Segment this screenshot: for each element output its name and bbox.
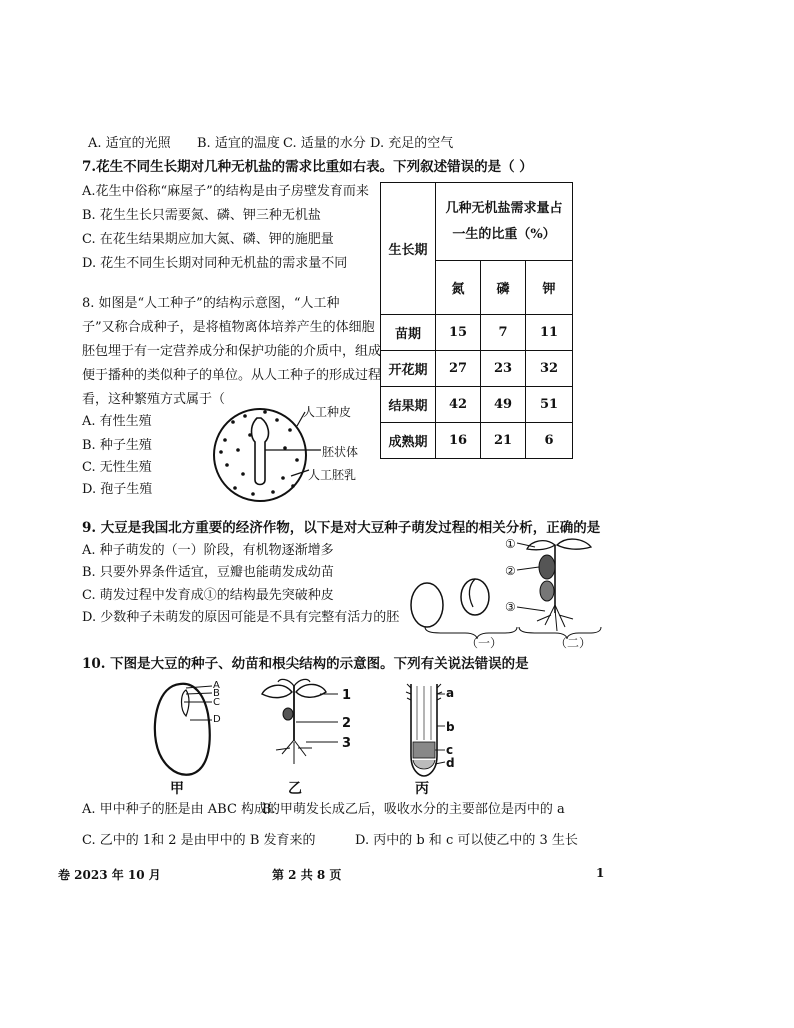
table-header-group <box>436 183 573 261</box>
q6-option-d: D. 充足的空气 <box>370 136 454 151</box>
q8-stem-line5: 看，这种繁殖方式属于（ <box>82 392 226 407</box>
q9-option-a: A. 种子萌发的（一）阶段，有机物逐渐增多 <box>82 543 334 558</box>
seedling-label-1: 1 <box>342 688 352 703</box>
q8-stem-line2: 子”又称合成种子，是将植物离体培养产生的体细胞 <box>82 320 375 335</box>
label-artificial-seed-coat: 人工种皮 <box>303 405 352 419</box>
label-stage-2: （二） <box>555 636 592 650</box>
figure-title-yi: 乙 <box>288 781 302 797</box>
table-cell: 27 <box>436 351 481 387</box>
q8-stem-line3: 胚包埋于有一定营养成分和保护功能的介质中，组成 <box>82 344 382 359</box>
table-cell: 11 <box>526 315 573 351</box>
table-cell: 15 <box>436 315 481 351</box>
q10-option-d: D. 丙中的 b 和 c 可以使乙中的 3 生长 <box>355 833 578 848</box>
q6-option-a: A. 适宜的光照 <box>88 136 171 151</box>
seed-label-c: C <box>213 697 220 708</box>
q9-option-c: C. 萌发过程中发育成①的结构最先突破种皮 <box>82 588 334 603</box>
footer-sheet-number: 1 <box>596 866 605 880</box>
table-cell: 6 <box>526 423 573 459</box>
q7-stem: 7.花生不同生长期对几种无机盐的需求比重如右表。下列叙述错误的是（ ） <box>82 159 533 175</box>
seedling-label-3: 3 <box>342 736 352 751</box>
footer-page-number: 第 2 共 8 页 <box>272 868 342 882</box>
figure-title-jia: 甲 <box>170 781 184 797</box>
q7-option-c: C. 在花生结果期应加大氮、磷、钾的施肥量 <box>82 232 334 247</box>
q8-option-b: B. 种子生殖 <box>82 438 152 453</box>
table-cell: 23 <box>481 351 526 387</box>
q6-option-c: C. 适量的水分 <box>283 136 366 151</box>
table-cell-stage: 苗期 <box>381 315 436 351</box>
q8-option-a: A. 有性生殖 <box>82 414 152 429</box>
table-cell: 42 <box>436 387 481 423</box>
table-row <box>381 423 573 459</box>
q9-option-b: B. 只要外界条件适宜，豆瓣也能萌发成幼苗 <box>82 565 334 580</box>
table-cell-stage: 开花期 <box>381 351 436 387</box>
table-header-stage: 生长期 <box>381 183 436 315</box>
mineral-salt-table <box>380 182 573 459</box>
q6-option-b: B. 适宜的温度 <box>197 136 280 151</box>
q8-stem-line1: 8. 如图是“人工种子”的结构示意图，“人工种 <box>82 296 340 311</box>
q9-stem: 9. 大豆是我国北方重要的经济作物，以下是对大豆种子萌发过程的相关分析，正确的是 <box>82 520 601 536</box>
q9-option-d: D. 少数种子未萌发的原因可能是不具有完整有活力的胚 <box>82 610 400 625</box>
root-label-b: b <box>446 720 455 734</box>
soybean-seedling-figure <box>260 678 350 768</box>
table-cell: 21 <box>481 423 526 459</box>
table-row <box>381 387 573 423</box>
root-label-a: a <box>446 686 455 700</box>
q7-option-b: B. 花生生长只需要氮、磷、钾三种无机盐 <box>82 208 321 223</box>
table-row <box>381 351 573 387</box>
table-cell: 49 <box>481 387 526 423</box>
footer-date: 卷 2023 年 10 月 <box>58 868 161 882</box>
label-circle-3: ③ <box>505 600 516 614</box>
q8-option-c: C. 无性生殖 <box>82 460 152 475</box>
table-cell: 32 <box>526 351 573 387</box>
q10-option-a: A. 甲中种子的胚是由 ABC 构成的 <box>82 802 281 817</box>
label-embryoid: 胚状体 <box>322 445 359 459</box>
label-artificial-endosperm: 人工胚乳 <box>308 468 357 482</box>
seed-label-a: A <box>213 680 220 691</box>
table-col-nitrogen: 氮 <box>436 261 481 315</box>
root-label-c: c <box>446 743 454 757</box>
q10-option-c: C. 乙中的 1和 2 是由甲中的 B 发育来的 <box>82 833 316 848</box>
q10-option-b: B. 甲萌发长成乙后，吸收水分的主要部位是丙中的 a <box>262 802 565 817</box>
label-circle-1: ① <box>505 537 516 551</box>
root-label-d: d <box>446 756 455 770</box>
table-header-line2: 一生的比重（%） <box>452 226 556 242</box>
seed-label-b: B <box>213 688 220 699</box>
q8-option-d: D. 孢子生殖 <box>82 482 153 497</box>
q7-option-a: A.花生中俗称“麻屋子”的结构是由子房壁发育而来 <box>82 184 369 199</box>
germination-figure <box>405 535 605 645</box>
seedling-label-2: 2 <box>342 716 352 731</box>
figure-title-bing: 丙 <box>415 781 429 797</box>
q8-stem-line4: 便于播种的类似种子的单位。从人工种子的形成过程 <box>82 368 382 383</box>
table-cell: 51 <box>526 387 573 423</box>
table-cell: 7 <box>481 315 526 351</box>
table-cell-stage: 成熟期 <box>381 423 436 459</box>
label-stage-1: （一） <box>466 636 503 650</box>
table-header-line1: 几种无机盐需求量占 <box>445 200 563 216</box>
table-col-phosphorus: 磷 <box>481 261 526 315</box>
table-row <box>381 315 573 351</box>
soybean-seed-figure <box>150 680 220 780</box>
q7-option-d: D. 花生不同生长期对同种无机盐的需求量不同 <box>82 256 348 271</box>
table-col-potassium: 钾 <box>526 261 573 315</box>
table-cell: 16 <box>436 423 481 459</box>
table-cell-stage: 结果期 <box>381 387 436 423</box>
seed-label-d: D <box>213 714 221 725</box>
q10-stem: 10. 下图是大豆的种子、幼苗和根尖结构的示意图。下列有关说法错误的是 <box>82 656 529 672</box>
label-circle-2: ② <box>505 564 516 578</box>
